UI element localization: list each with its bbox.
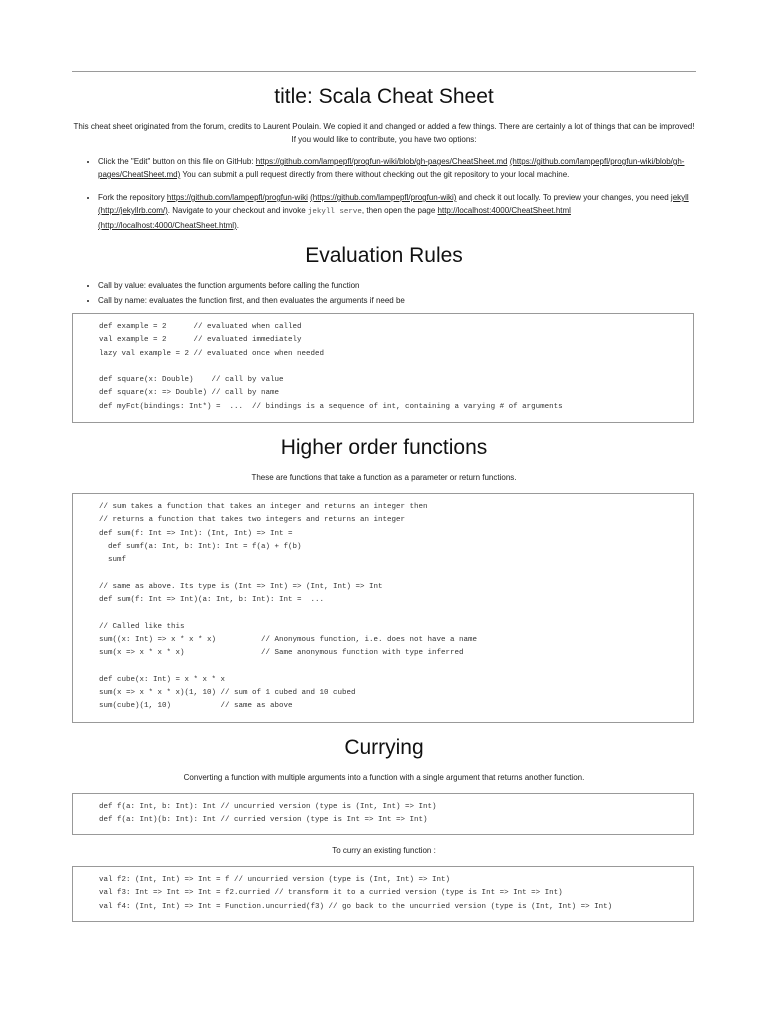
evaluation-rules-list: [72, 279, 698, 307]
currying-code: def f(a: Int, b: Int): Int // uncurried version (type is (Int, Int) => Int) def f(a: Int)(b: Int): Int // curried version (type is Int => Int => Int): [99, 803, 437, 825]
option-fork-repository: • Fork the repository https://github.com/lampepfl/progfun-wiki (https://github.com/lampepfl/progfun-wiki) and check it out locally. To preview your changes, you need jekyll (http://jekyllrb.com/). Navigate to your checkout and invoke jekyll serve, then open the page http://localhost:4000/CheatSheet.html (http://localhost:4000/CheatSheet.html).: [98, 191, 698, 232]
currying-description: Converting a function with multiple arguments into a function with a single argument that returns another function.: [183, 773, 585, 782]
jekyll-serve-command: jekyll serve: [307, 208, 362, 216]
jekyll-link[interactable]: jekyll: [670, 193, 689, 202]
github-cheatsheet-link[interactable]: https://github.com/lampepfl/progfun-wiki/blob/gh-pages/CheatSheet.md: [255, 157, 508, 166]
github-repo-link[interactable]: https://github.com/lampepfl/progfun-wiki: [166, 193, 308, 202]
page-title: title: Scala Cheat Sheet: [274, 85, 494, 108]
contribute-options-list: [72, 155, 698, 232]
github-cheatsheet-link-url[interactable]: (https://github.com/lampepfl/progfun-wiki/blob/gh-pages/CheatSheet.md): [98, 157, 685, 179]
top-divider: [72, 71, 696, 72]
option-edit-on-github: • Click the "Edit" button on this file on GitHub: https://github.com/lampepfl/progfun-wiki/blob/gh-pages/CheatSheet.md (https://github.com/lampepfl/progfun-wiki/blob/gh-pages/CheatSheet.md) You can submit a pull request directly from there without checking out the git repository to your local machine.: [98, 155, 698, 181]
currying-code-block: [72, 793, 694, 835]
curry-existing-caption: To curry an existing function :: [332, 846, 436, 855]
higher-order-code: // sum takes a function that takes an integer and returns an integer then // returns a function that takes two integers and returns an integer def sum(f: Int => Int): (Int, Int) => Int = def sumf(a: Int, b: Int): Int = f(a) + f(b) sumf // same as above. Its type is (Int => Int) => (Int, Int) => Int def sum(f: Int => Int)(a: Int, b: Int): Int = ... // Called like this sum((x: Int) => x * x * x) // Anonymous function, i.e. does not have a name sum(x => x * x * x) // Same anonymous function with type inferred def cube(x: Int) = x * x * x sum(x => x * x * x)(1, 10) // sum of 1 cubed and 10 cubed sum(cube)(1, 10) // same as above: [99, 503, 478, 711]
evaluation-code-block: [72, 313, 694, 423]
evaluation-rule-item: • Call by value: evaluates the function arguments before calling the function: [98, 279, 698, 292]
intro-paragraph: This cheat sheet originated from the forum, credits to Laurent Poulain. We copied it and changed or added a few things. There are certainly a lot of things that can be improved! If you would like to contribute, you have two options:: [73, 122, 695, 144]
currying-heading: Currying: [344, 736, 424, 759]
curry-existing-code-block: [72, 866, 694, 922]
evaluation-code: def example = 2 // evaluated when called val example = 2 // evaluated immediately lazy val example = 2 // evaluated once when needed def square(x: Double) // call by value def square(x: => Double) // call by name def myFct(bindings: Int*) = ... // bindings is a sequence of int, containing a varying # of arguments: [99, 323, 563, 411]
localhost-link-url[interactable]: (http://localhost:4000/CheatSheet.html): [98, 221, 237, 230]
github-repo-link-url[interactable]: (https://github.com/lampepfl/progfun-wiki): [310, 193, 457, 202]
localhost-link[interactable]: http://localhost:4000/CheatSheet.html: [437, 206, 571, 215]
jekyll-link-url[interactable]: (http://jekyllrb.com/): [98, 206, 168, 215]
curry-existing-code: val f2: (Int, Int) => Int = f // uncurried version (type is (Int, Int) => Int) val f3: Int => Int => Int = f2.curried // transform it to a curried version (type is Int => Int => Int) val f4: (Int, Int) => Int = Function.uncurried(f3) // go back to the uncurried version (type is (Int, Int) => Int): [99, 876, 613, 911]
higher-order-code-block: [72, 493, 694, 723]
evaluation-rules-heading: Evaluation Rules: [305, 244, 463, 267]
higher-order-heading: Higher order functions: [280, 436, 488, 459]
higher-order-description: These are functions that take a function as a parameter or return functions.: [251, 473, 517, 482]
evaluation-rule-item: • Call by name: evaluates the function first, and then evaluates the arguments if need be: [98, 294, 698, 307]
